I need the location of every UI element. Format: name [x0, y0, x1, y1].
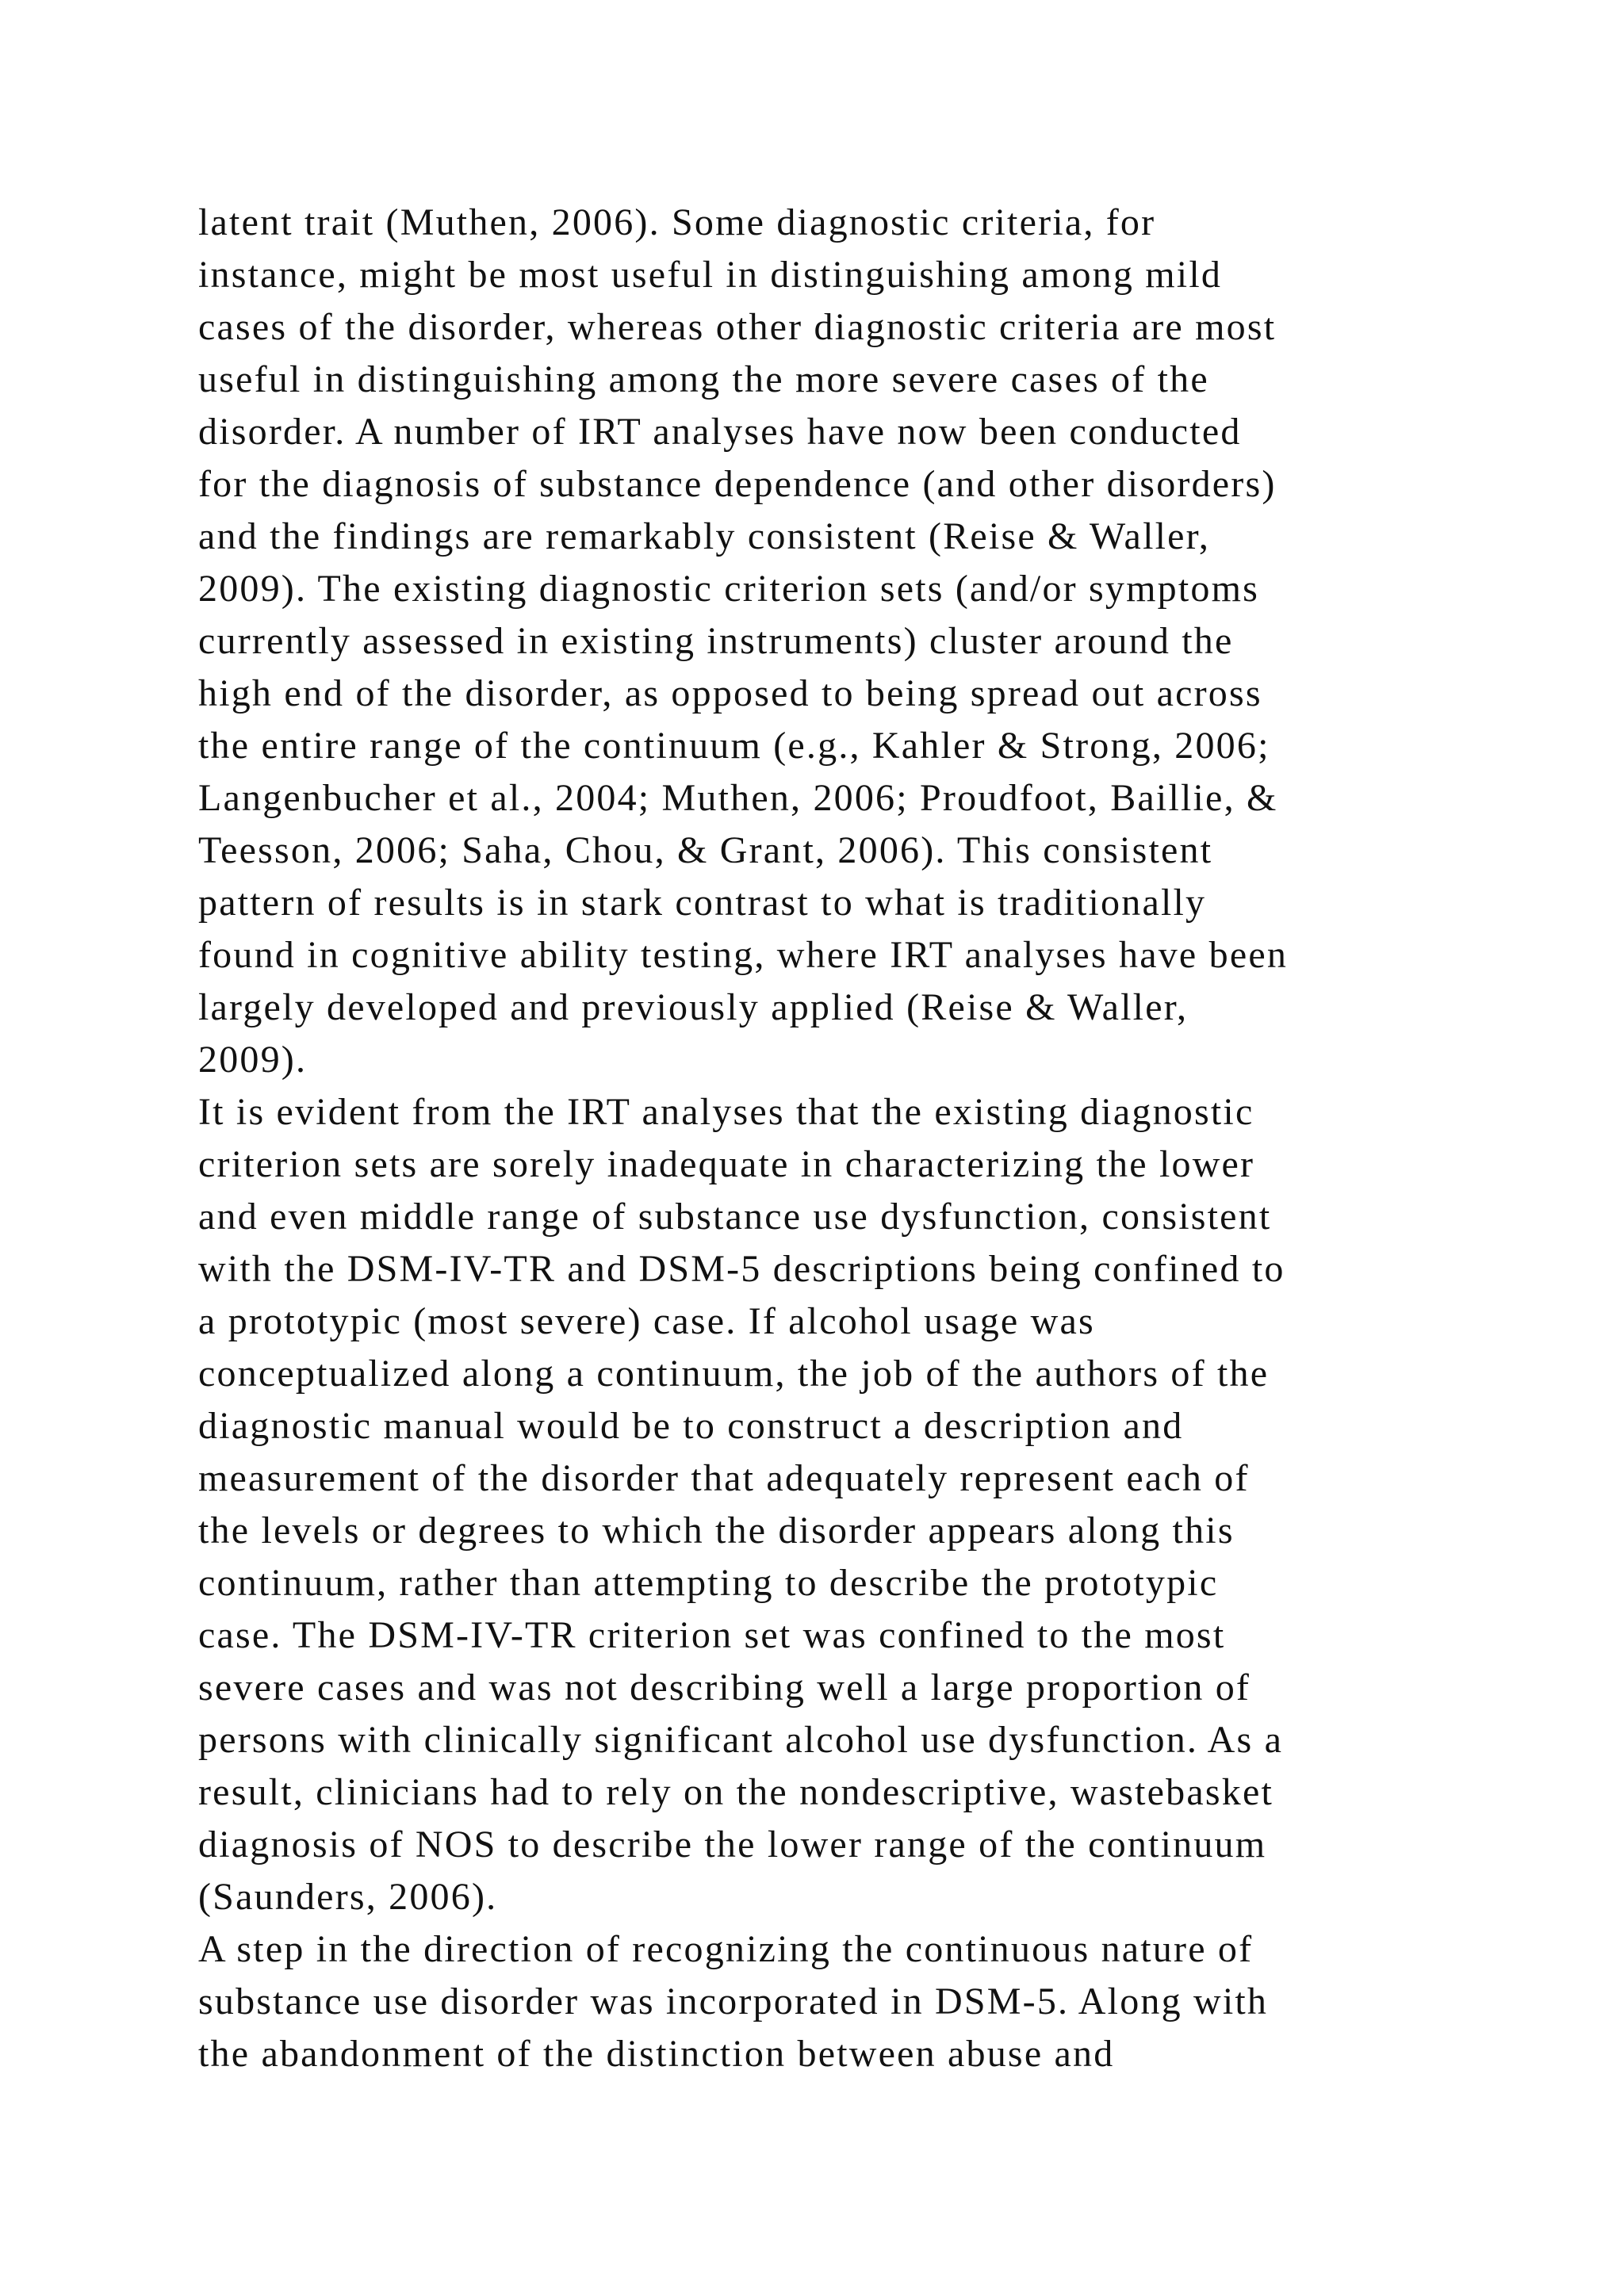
text-line: high end of the disorder, as opposed to being spread out across — [198, 672, 1262, 714]
text-line: for the diagnosis of substance dependence (and other disorders) — [198, 463, 1277, 505]
text-line: severe cases and was not describing well a large proportion of — [198, 1667, 1251, 1709]
text-line: the entire range of the continuum (e.g., Kahler & Strong, 2006; — [198, 725, 1270, 767]
text-line: diagnosis of NOS to describe the lower range of the continuum — [198, 1823, 1267, 1866]
text-line: the abandonment of the distinction between abuse and — [198, 2033, 1115, 2075]
text-line: disorder. A number of IRT analyses have now been conducted — [198, 411, 1242, 453]
text-line: continuum, rather than attempting to describe the prototypic — [198, 1562, 1219, 1604]
text-line: 2009). — [198, 1039, 308, 1081]
text-line: currently assessed in existing instruments) cluster around the — [198, 620, 1234, 662]
text-line: diagnostic manual would be to construct a description and — [198, 1405, 1184, 1447]
text-line: (Saunders, 2006). — [198, 1876, 498, 1918]
text-line: with the DSM-IV-TR and DSM-5 descriptions being confined to — [198, 1248, 1285, 1290]
text-line: conceptualized along a continuum, the job of the authors of the — [198, 1353, 1270, 1395]
text-line: largely developed and previously applied (Reise & Waller, — [198, 986, 1189, 1028]
text-line: Teesson, 2006; Saha, Chou, & Grant, 2006). This consistent — [198, 829, 1213, 871]
text-line: and even middle range of substance use dysfunction, consistent — [198, 1196, 1272, 1238]
text-line: found in cognitive ability testing, where IRT analyses have been — [198, 934, 1289, 976]
text-line: A step in the direction of recognizing the continuous nature of — [198, 1928, 1254, 1970]
text-line: persons with clinically significant alcohol use dysfunction. As a — [198, 1719, 1284, 1761]
text-line: cases of the disorder, whereas other diagnostic criteria are most — [198, 306, 1277, 348]
text-line: result, clinicians had to rely on the nondescriptive, wastebasket — [198, 1771, 1274, 1813]
text-line: Langenbucher et al., 2004; Muthen, 2006; Proudfoot, Baillie, & — [198, 777, 1278, 819]
text-line: latent trait (Muthen, 2006). Some diagnostic criteria, for — [198, 201, 1156, 243]
text-line: instance, might be most useful in distinguishing among mild — [198, 254, 1223, 296]
text-line: pattern of results is in stark contrast to what is traditionally — [198, 882, 1207, 924]
text-line: a prototypic (most severe) case. If alcohol usage was — [198, 1300, 1095, 1342]
text-line: substance use disorder was incorporated in DSM-5. Along with — [198, 1980, 1269, 2022]
text-line: measurement of the disorder that adequately represent each of — [198, 1457, 1250, 1499]
text-line: and the findings are remarkably consistent (Reise & Waller, — [198, 515, 1211, 557]
text-line: It is evident from the IRT analyses that the existing diagnostic — [198, 1091, 1254, 1133]
body-text — [198, 197, 1435, 2080]
text-line: useful in distinguishing among the more severe cases of the — [198, 358, 1209, 400]
text-line: case. The DSM-IV-TR criterion set was confined to the most — [198, 1614, 1226, 1656]
text-line: criterion sets are sorely inadequate in characterizing the lower — [198, 1143, 1255, 1185]
text-line: the levels or degrees to which the disorder appears along this — [198, 1510, 1235, 1552]
text-line: 2009). The existing diagnostic criterion sets (and/or symptoms — [198, 568, 1259, 610]
